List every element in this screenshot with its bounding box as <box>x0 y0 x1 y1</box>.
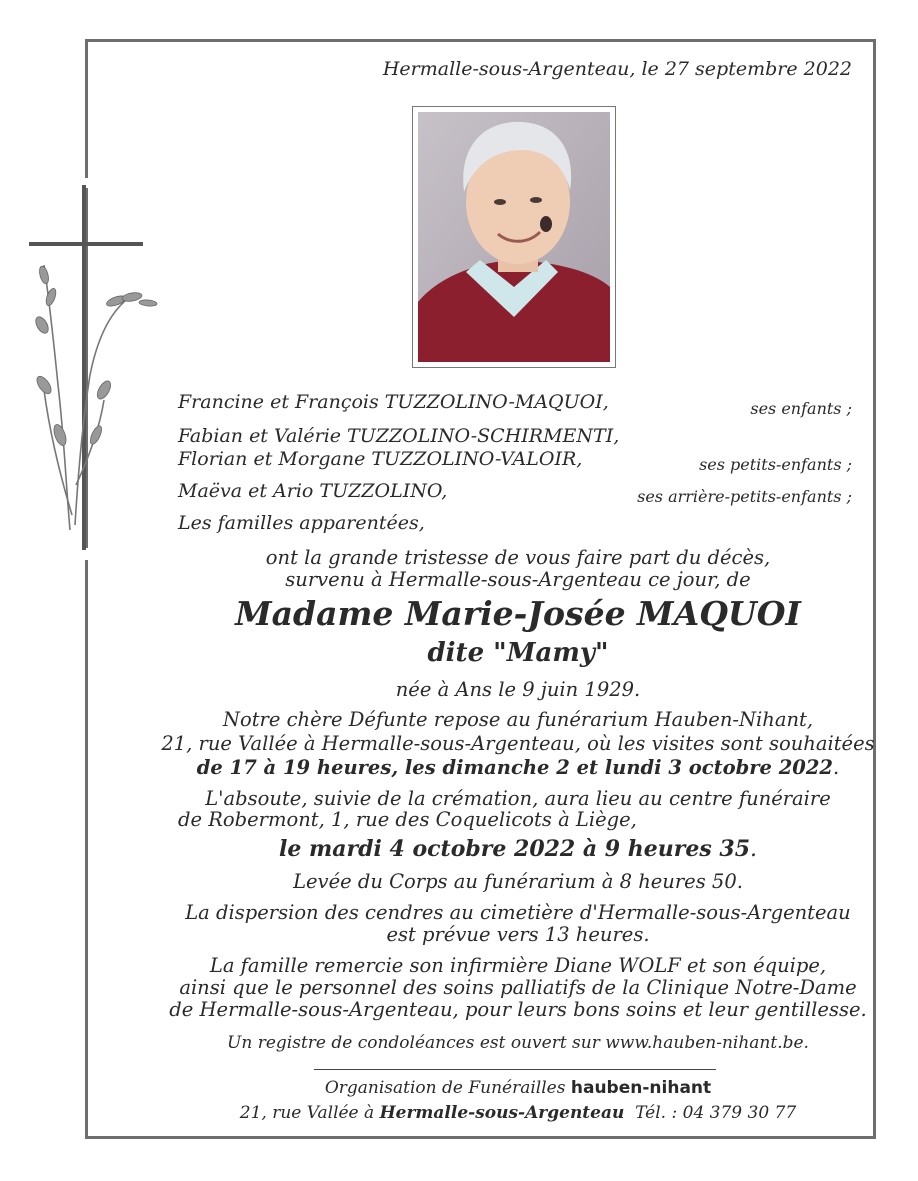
announcement-line-1: ont la grande tristesse de vous faire part du décès, <box>265 546 771 569</box>
brand-logo-text: hauben-nihant <box>570 1078 712 1098</box>
thanks-line-2: ainsi que le personnel des soins palliatifs de la Clinique Notre-Dame <box>179 976 857 999</box>
portrait-photo <box>418 112 610 362</box>
ceremony-line-1: L'absoute, suivie de la crémation, aura lieu au centre funéraire <box>205 787 831 810</box>
cross-with-wheat-icon <box>20 185 170 555</box>
relation-grandchildren: ses petits-enfants ; <box>699 455 852 474</box>
footer-org-prefix: Organisation de Funérailles <box>324 1078 571 1098</box>
family-line-4: Maëva et Ario TUZZOLINO, <box>178 480 448 502</box>
relation-children: ses enfants ; <box>750 399 852 418</box>
family-line-3: Florian et Morgane TUZZOLINO-VALOIR, <box>178 448 583 470</box>
ceremony-datetime: le mardi 4 octobre 2022 à 9 heures 35 <box>278 836 751 862</box>
family-line-1: Francine et François TUZZOLINO-MAQUOI, <box>178 391 609 413</box>
footer-divider <box>314 1069 716 1070</box>
dispersion-line-2: est prévue vers 13 heures. <box>386 923 650 946</box>
thanks-line-1: La famille remercie son infirmière Diane WOLF et son équipe, <box>209 954 827 977</box>
thanks-line-3: de Hermalle-sous-Argenteau, pour leurs bons soins et leur gentillesse. <box>169 998 867 1021</box>
family-line-2: Fabian et Valérie TUZZOLINO-SCHIRMENTI, <box>178 425 620 447</box>
footer-org <box>88 1078 918 1098</box>
deceased-nickname: dite "Mamy" <box>427 638 609 668</box>
footer-address <box>88 1103 918 1123</box>
registry-line: Un registre de condoléances est ouvert sur www.hauben-nihant.be. <box>227 1033 809 1053</box>
ceremony-line-4: Levée du Corps au funérarium à 8 heures 50. <box>293 870 743 893</box>
ceremony-line-3 <box>88 836 918 862</box>
visitation-line-1: Notre chère Défunte repose au funérarium Hauben-Nihant, <box>222 708 814 731</box>
dispersion-line-1: La dispersion des cendres au cimetière d'Hermalle-sous-Argenteau <box>185 901 851 924</box>
footer-address-prefix: 21, rue Vallée à <box>239 1103 380 1123</box>
relation-great-grandchildren: ses arrière-petits-enfants ; <box>637 487 852 506</box>
deceased-name: Madame Marie-Josée MAQUOI <box>235 594 801 633</box>
announcement-line-2: survenu à Hermalle-sous-Argenteau ce jour, de <box>285 568 751 591</box>
ceremony-line-2: de Robermont, 1, rue des Coquelicots à Liège, <box>178 808 637 831</box>
family-line-5: Les familles apparentées, <box>178 512 425 534</box>
visitation-line-2: 21, rue Vallée à Hermalle-sous-Argenteau, où les visites sont souhaitées <box>161 732 875 755</box>
ceremony-period: . <box>750 837 758 862</box>
visitation-times: de 17 à 19 heures, les dimanche 2 et lundi 3 octobre 2022 <box>196 756 833 779</box>
footer-address-city: Hermalle-sous-Argenteau <box>379 1103 625 1123</box>
portrait-frame <box>412 106 616 368</box>
birth-line: née à Ans le 9 juin 1929. <box>395 678 641 701</box>
footer-phone: Tél. : 04 379 30 77 <box>624 1103 797 1123</box>
visitation-period: . <box>833 756 840 779</box>
visitation-line-3 <box>88 756 918 779</box>
place-date: Hermalle-sous-Argenteau, le 27 septembre 2022 <box>382 58 852 80</box>
